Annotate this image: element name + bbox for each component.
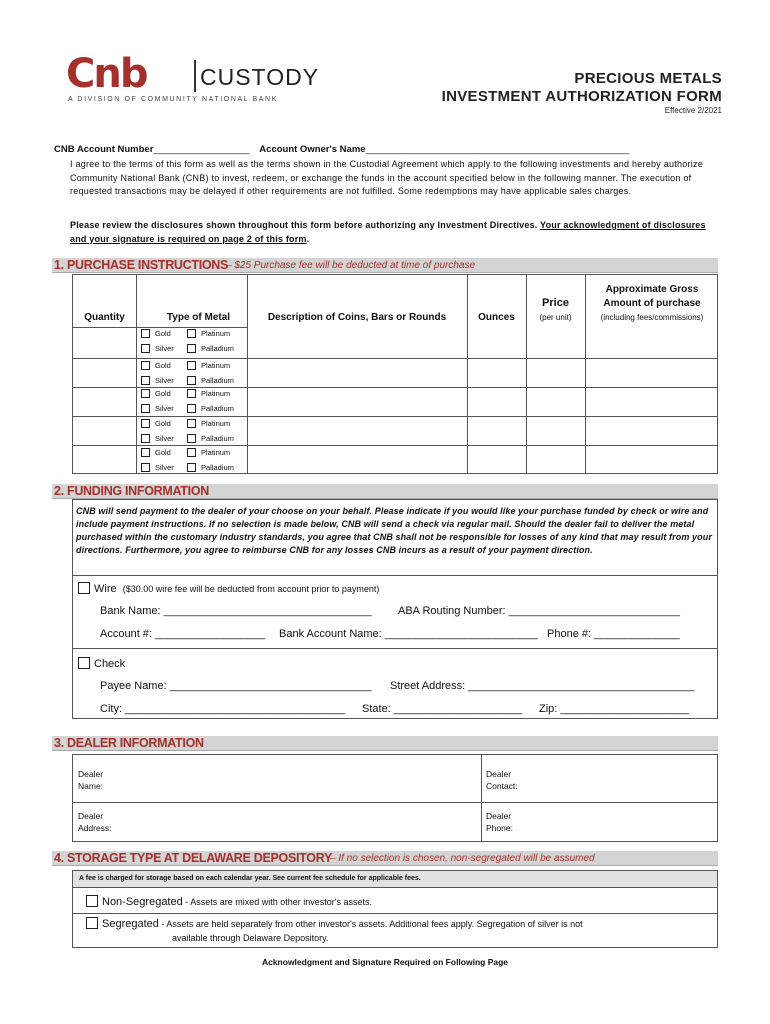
segregated-label: Segregated: [102, 918, 159, 930]
dealer-box: [72, 754, 718, 842]
non-segregated-label: Non-Segregated: [102, 896, 183, 908]
dealer-contact-label[interactable]: [486, 768, 518, 792]
storage-fee-note: A fee is charged for storage based on each calendar year. See current fee schedule for applicable fees.: [72, 870, 718, 888]
section-purchase-note: – $25 Purchase fee will be deducted at time of purchase: [226, 260, 476, 271]
metal-platinum-label: Platinum: [201, 447, 231, 457]
account-owner-field[interactable]: _______________________________________________________: [365, 144, 629, 155]
metal-silver-label: Silver: [155, 433, 174, 443]
zip-field[interactable]: Zip: _____________________: [539, 703, 689, 715]
section-storage-note: – If no selection is chosen, non-segregated will be assumed: [330, 853, 595, 864]
col-price: Price: [542, 297, 569, 309]
purchase-col-divider: [467, 275, 468, 473]
form-title-line1: PRECIOUS METALS: [574, 70, 722, 87]
wire-option[interactable]: [78, 582, 379, 595]
col-price-sub: (per unit): [539, 313, 572, 322]
metal-silver-label: Silver: [155, 375, 174, 385]
footer-note: Acknowledgment and Signature Required on Following Page: [261, 957, 509, 967]
logo-custody-wordmark: CUSTODY: [200, 64, 320, 90]
dealer-name-label-l2: Name:: [78, 781, 104, 791]
disclosure-paragraph: [70, 219, 720, 246]
col-type-of-metal: Type of Metal: [166, 312, 231, 323]
check-checkbox[interactable]: [78, 657, 90, 669]
metal-silver-label: Silver: [155, 403, 174, 413]
non-segregated-checkbox[interactable]: [86, 895, 98, 907]
metal-palladium-label: Palladium: [201, 462, 234, 472]
intro-paragraph: I agree to the terms of this form as well as the terms shown in the Custodial Agreement which apply to the following investments and hereby authorize Community National Bank (CNB) to invest, redeem, or exchange the funds in the account specified below in the following manner. The execution of requested transactions may be delayed if other requirements are not fulfilled. Some redemptions may have applicable sales charges.: [70, 159, 704, 196]
metal-palladium-checkbox[interactable]: [187, 402, 234, 414]
metal-silver-label: Silver: [155, 462, 174, 472]
metal-gold-checkbox[interactable]: [141, 387, 171, 399]
metal-gold-label: Gold: [155, 328, 171, 338]
metal-silver-checkbox[interactable]: [141, 461, 174, 473]
account-number-label: CNB Account Number: [54, 144, 154, 155]
metal-silver-checkbox[interactable]: [141, 432, 174, 444]
dealer-address-label-l1: Dealer: [78, 811, 104, 821]
metal-silver-checkbox[interactable]: [141, 374, 174, 386]
dealer-phone-label-l2: Phone:: [486, 823, 513, 833]
dealer-name-label[interactable]: [78, 768, 103, 792]
metal-platinum-label: Platinum: [201, 418, 231, 428]
col-ounces: Ounces: [478, 312, 515, 323]
section-storage-title: 4. STORAGE TYPE AT DELAWARE DEPOSITORY: [54, 851, 332, 865]
dealer-col-divider: [481, 755, 482, 841]
form-title-line2: INVESTMENT AUTHORIZATION FORM: [441, 88, 722, 105]
non-segregated-option[interactable]: [86, 895, 372, 908]
street-address-field[interactable]: Street Address: _____________________________________: [390, 680, 695, 692]
segregated-desc: - Assets are held separately from other investor's assets. Additional fees apply. Segregation of silver is not: [158, 919, 583, 929]
dealer-contact-label-l2: Contact:: [486, 781, 518, 791]
metal-platinum-checkbox[interactable]: [187, 446, 230, 458]
dealer-address-label-l2: Address:: [78, 823, 112, 833]
metal-platinum-checkbox[interactable]: [187, 327, 230, 339]
account-number-field[interactable]: ____________________: [153, 144, 250, 155]
account-line: [54, 144, 629, 155]
metal-platinum-checkbox[interactable]: [187, 417, 230, 429]
wire-checkbox[interactable]: [78, 582, 90, 594]
dealer-contact-label-l1: Dealer: [486, 769, 512, 779]
effective-date: Effective 2/2021: [664, 106, 722, 115]
metal-platinum-checkbox[interactable]: [187, 387, 230, 399]
account-number-field-wire[interactable]: Account #: __________________: [100, 628, 266, 640]
metal-gold-label: Gold: [155, 447, 171, 457]
section-dealer-header: [52, 736, 718, 751]
payee-name-field[interactable]: Payee Name: _________________________________: [100, 680, 372, 692]
funding-divider: [72, 648, 718, 649]
storage-divider: [72, 913, 718, 914]
account-owner-label: Account Owner's Name: [259, 144, 366, 155]
metal-gold-checkbox[interactable]: [141, 327, 171, 339]
dealer-phone-label-l1: Dealer: [486, 811, 512, 821]
col-amount-sub: (including fees/commissions): [600, 313, 704, 322]
form-title: [442, 70, 722, 106]
wire-label: Wire: [94, 583, 117, 595]
metal-platinum-label: Platinum: [201, 360, 231, 370]
bank-name-field[interactable]: Bank Name: __________________________________: [100, 605, 372, 617]
wire-fee-note: ($30.00 wire fee will be deducted from account prior to payment): [122, 584, 380, 594]
metal-palladium-label: Palladium: [201, 433, 234, 443]
metal-palladium-label: Palladium: [201, 343, 234, 353]
segregated-checkbox[interactable]: [86, 917, 98, 929]
metal-palladium-label: Palladium: [201, 375, 234, 385]
logo-tagline: A DIVISION OF COMMUNITY NATIONAL BANK: [68, 96, 278, 103]
metal-gold-label: Gold: [155, 360, 171, 370]
dealer-address-label[interactable]: [78, 810, 112, 834]
funding-divider: [72, 575, 718, 576]
logo-divider: [194, 60, 196, 92]
metal-silver-label: Silver: [155, 343, 174, 353]
metal-platinum-label: Platinum: [201, 328, 231, 338]
metal-gold-label: Gold: [155, 418, 171, 428]
city-field[interactable]: City: ____________________________________: [100, 703, 346, 715]
col-description: Description of Coins, Bars or Rounds: [267, 312, 447, 323]
section-funding-header: [52, 484, 718, 499]
aba-routing-field[interactable]: ABA Routing Number: ____________________________: [398, 605, 680, 617]
section-purchase-header: [52, 258, 718, 273]
segregated-option[interactable]: [86, 917, 583, 930]
state-field[interactable]: State: _____________________: [362, 703, 523, 715]
check-option[interactable]: [78, 657, 125, 670]
dealer-phone-label[interactable]: [486, 810, 513, 834]
purchase-col-divider: [136, 275, 137, 473]
metal-gold-checkbox[interactable]: [141, 417, 171, 429]
disclosure-acknowledgment: Your acknowledgment of disclosures and your signature is required on page 2 of this form: [70, 220, 706, 244]
metal-palladium-checkbox[interactable]: [187, 374, 234, 386]
section-purchase-title: 1. PURCHASE INSTRUCTIONS: [54, 258, 229, 272]
metal-gold-checkbox[interactable]: [141, 446, 171, 458]
metal-palladium-checkbox[interactable]: [187, 342, 234, 354]
cnb-custody-logo: [66, 51, 320, 112]
col-quantity: Quantity: [84, 312, 125, 323]
metal-platinum-label: Platinum: [201, 388, 231, 398]
bank-account-name-field[interactable]: Bank Account Name: _________________________: [279, 628, 538, 640]
non-segregated-desc: - Assets are mixed with other investor's assets.: [182, 897, 373, 907]
section-storage-header: [52, 851, 718, 866]
section-dealer-title: 3. DEALER INFORMATION: [54, 736, 204, 750]
metal-silver-checkbox[interactable]: [141, 342, 174, 354]
purchase-col-divider: [247, 275, 248, 473]
metal-gold-label: Gold: [155, 388, 171, 398]
dealer-row-divider: [73, 802, 717, 803]
metal-palladium-label: Palladium: [201, 403, 234, 413]
phone-field[interactable]: Phone #: ______________: [547, 628, 680, 640]
segregated-desc-line2: [172, 932, 328, 944]
metal-palladium-checkbox[interactable]: [187, 461, 234, 473]
metal-silver-checkbox[interactable]: [141, 402, 174, 414]
dealer-name-label-l1: Dealer: [78, 769, 104, 779]
metal-gold-checkbox[interactable]: [141, 359, 171, 371]
metal-palladium-checkbox[interactable]: [187, 432, 234, 444]
logo-cnb-wordmark: Cnb: [66, 51, 147, 97]
disclosure-period: .: [306, 233, 310, 244]
metal-platinum-checkbox[interactable]: [187, 359, 230, 371]
segregated-desc-line2-text: available through Delaware Depository.: [172, 933, 329, 943]
disclosure-text: Please review the disclosures shown throughout this form before authorizing any Investment Directives.: [70, 220, 541, 230]
col-amount-line2: Amount of purchase: [603, 298, 701, 309]
funding-disclosure: CNB will send payment to the dealer of your choose on your behalf. Please indicate if you would like your purchase funded by check or wire and include payment instructions. If no selection is made below, CNB will send a check via regular mail. Should the dealer fail to deliver the metal purchased within the customary industry standards, you agree that CNB shall not be responsible for losses of any kind that may result from your directions. Furthermore, you agree to reimburse CNB for any losses CNB incurs as a result of your payment direction.: [76, 506, 712, 555]
section-funding-title: 2. FUNDING INFORMATION: [54, 484, 209, 498]
col-amount-line1: Approximate Gross: [605, 284, 699, 295]
purchase-table: [72, 274, 718, 474]
check-label: Check: [94, 658, 126, 670]
